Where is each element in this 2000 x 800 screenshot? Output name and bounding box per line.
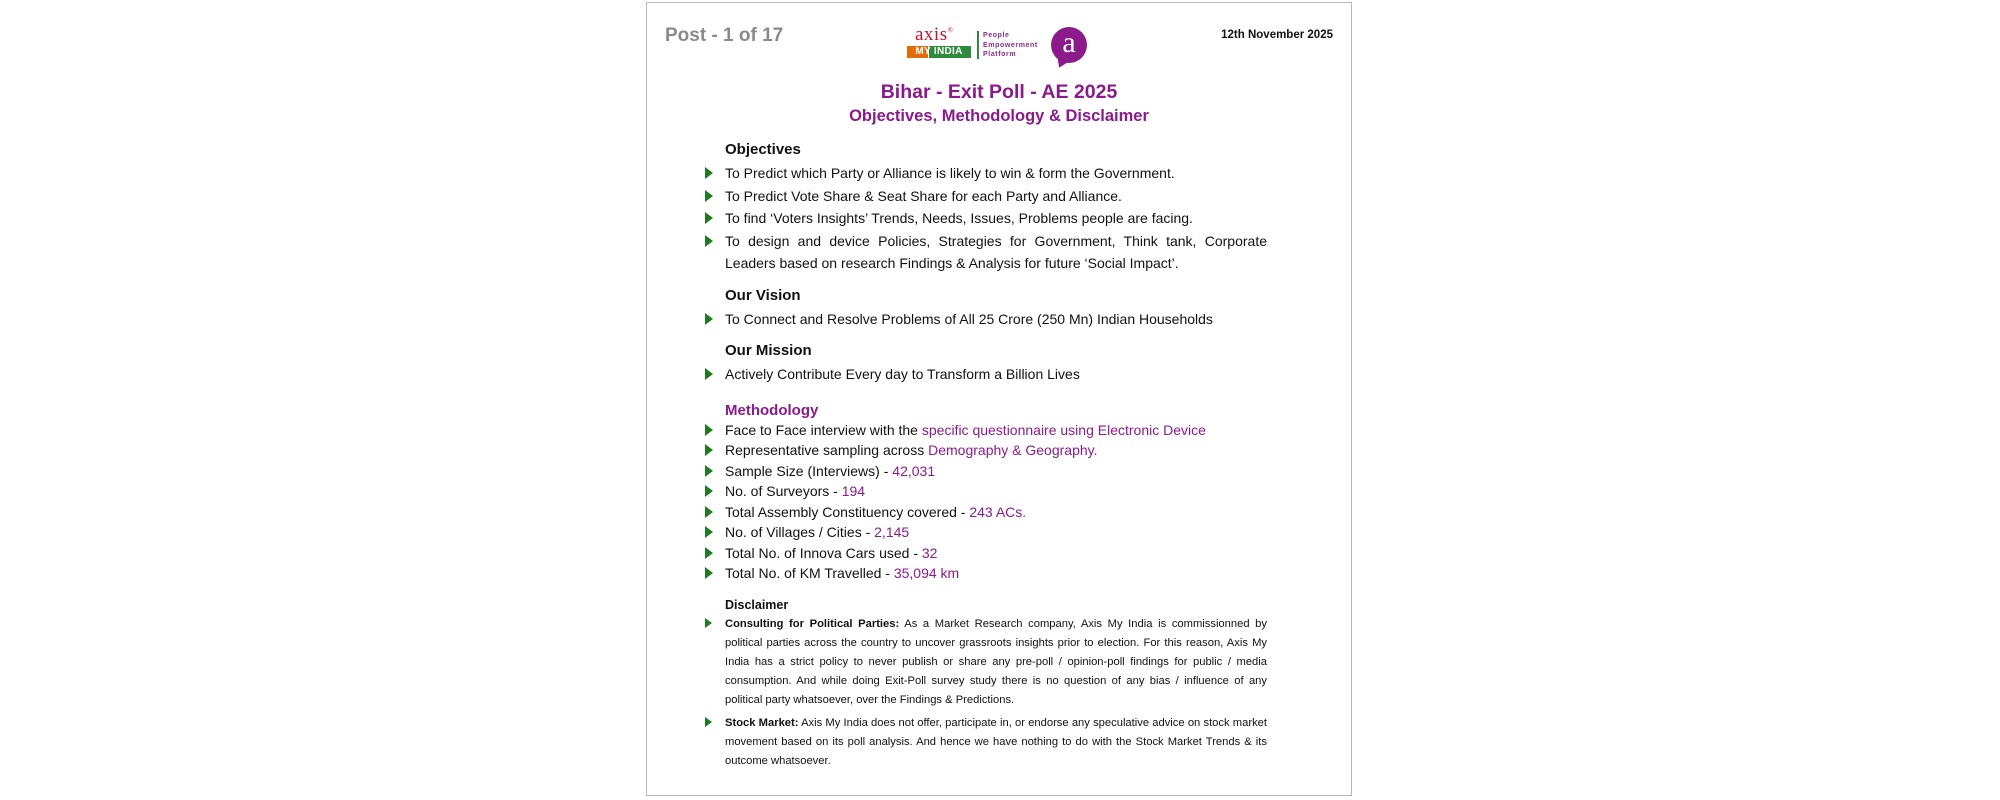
bullet-arrow-icon [705, 547, 713, 559]
logo-divider [977, 31, 979, 59]
bullet-arrow-icon [705, 190, 713, 202]
vision-heading: Our Vision [725, 286, 801, 304]
document-page [646, 2, 1352, 796]
mission-list [725, 363, 1267, 386]
list-item: Consulting for Political Parties: As a Market Research company, Axis My India is commissionned by political parties across the country to uncover grassroots insights prior to election. For this reason, Axis My India has a strict policy to never publish or share any pre-poll / opinion-poll findings for public / media consumption. And while doing Exit-Poll survey study there is no question of any bias / influence of any political party whatsoever, over the Findings & Predictions. [725, 615, 1267, 711]
bullet-arrow-icon [705, 506, 713, 518]
list-item: To Predict Vote Share & Seat Share for each Party and Alliance. [725, 185, 1267, 208]
methodology-list [725, 420, 1267, 584]
list-item: To find ‘Voters Insights’ Trends, Needs, Issues, Problems people are facing. [725, 207, 1267, 230]
bullet-arrow-icon [705, 618, 712, 628]
bullet-arrow-icon [705, 567, 713, 579]
list-item: Total Assembly Constituency covered - 243 ACs. [725, 502, 1267, 523]
bullet-arrow-icon [705, 212, 713, 224]
logo-registered-mark: ® [947, 26, 954, 35]
methodology-heading: Methodology [725, 401, 819, 419]
bullet-arrow-icon [705, 444, 713, 456]
bullet-arrow-icon [705, 717, 712, 727]
list-item: No. of Villages / Cities - 2,145 [725, 522, 1267, 543]
post-counter: Post - 1 of 17 [665, 25, 784, 46]
list-item: To design and device Policies, Strategies for Government, Think tank, Corporate Leaders based on research Findings & Analysis for future ‘Social Impact’. [725, 230, 1267, 275]
list-item: To Predict which Party or Alliance is likely to win & form the Government. [725, 162, 1267, 185]
logo-tagline: People Empowerment Platform [983, 32, 1038, 58]
list-item: Actively Contribute Every day to Transform a Billion Lives [725, 363, 1267, 386]
post-date: 12th November 2025 [1221, 29, 1333, 41]
bullet-arrow-icon [705, 465, 713, 477]
bullet-arrow-icon [705, 485, 713, 497]
logo-a-icon: a [1051, 27, 1087, 63]
list-item: No. of Surveyors - 194 [725, 481, 1267, 502]
logo-myindia-text: MY INDIA [907, 46, 971, 58]
list-item: Total No. of KM Travelled - 35,094 km [725, 563, 1267, 584]
list-item: Sample Size (Interviews) - 42,031 [725, 461, 1267, 482]
list-item: Total No. of Innova Cars used - 32 [725, 543, 1267, 564]
list-item: Representative sampling across Demography & Geography. [725, 440, 1267, 461]
list-item: To Connect and Resolve Problems of All 25 Crore (250 Mn) Indian Households [725, 308, 1267, 331]
list-item: Face to Face interview with the specific questionnaire using Electronic Device [725, 420, 1267, 441]
logo-brand [907, 24, 973, 65]
bullet-arrow-icon [705, 167, 713, 179]
document-body [725, 141, 1267, 771]
disclaimer-heading: Disclaimer [725, 597, 789, 612]
page-subtitle: Objectives, Methodology & Disclaimer [849, 107, 1149, 125]
objectives-heading: Objectives [725, 141, 801, 158]
bullet-arrow-icon [705, 313, 713, 325]
page-title: Bihar - Exit Poll - AE 2025 [880, 81, 1118, 103]
list-item: Stock Market: Axis My India does not offer, participate in, or endorse any speculative advice on stock market movement based on its poll analysis. And hence we have nothing to do with the Stock Market Trends & its outcome whatsoever. [725, 714, 1267, 772]
bullet-arrow-icon [705, 368, 713, 380]
mission-heading: Our Mission [725, 342, 812, 359]
bullet-arrow-icon [705, 526, 713, 538]
logo-axis-text: axis [915, 24, 948, 45]
bullet-arrow-icon [705, 235, 713, 247]
bullet-arrow-icon [705, 424, 713, 436]
objectives-list [725, 162, 1267, 275]
vision-list [725, 308, 1267, 331]
disclaimer-list [725, 615, 1267, 772]
